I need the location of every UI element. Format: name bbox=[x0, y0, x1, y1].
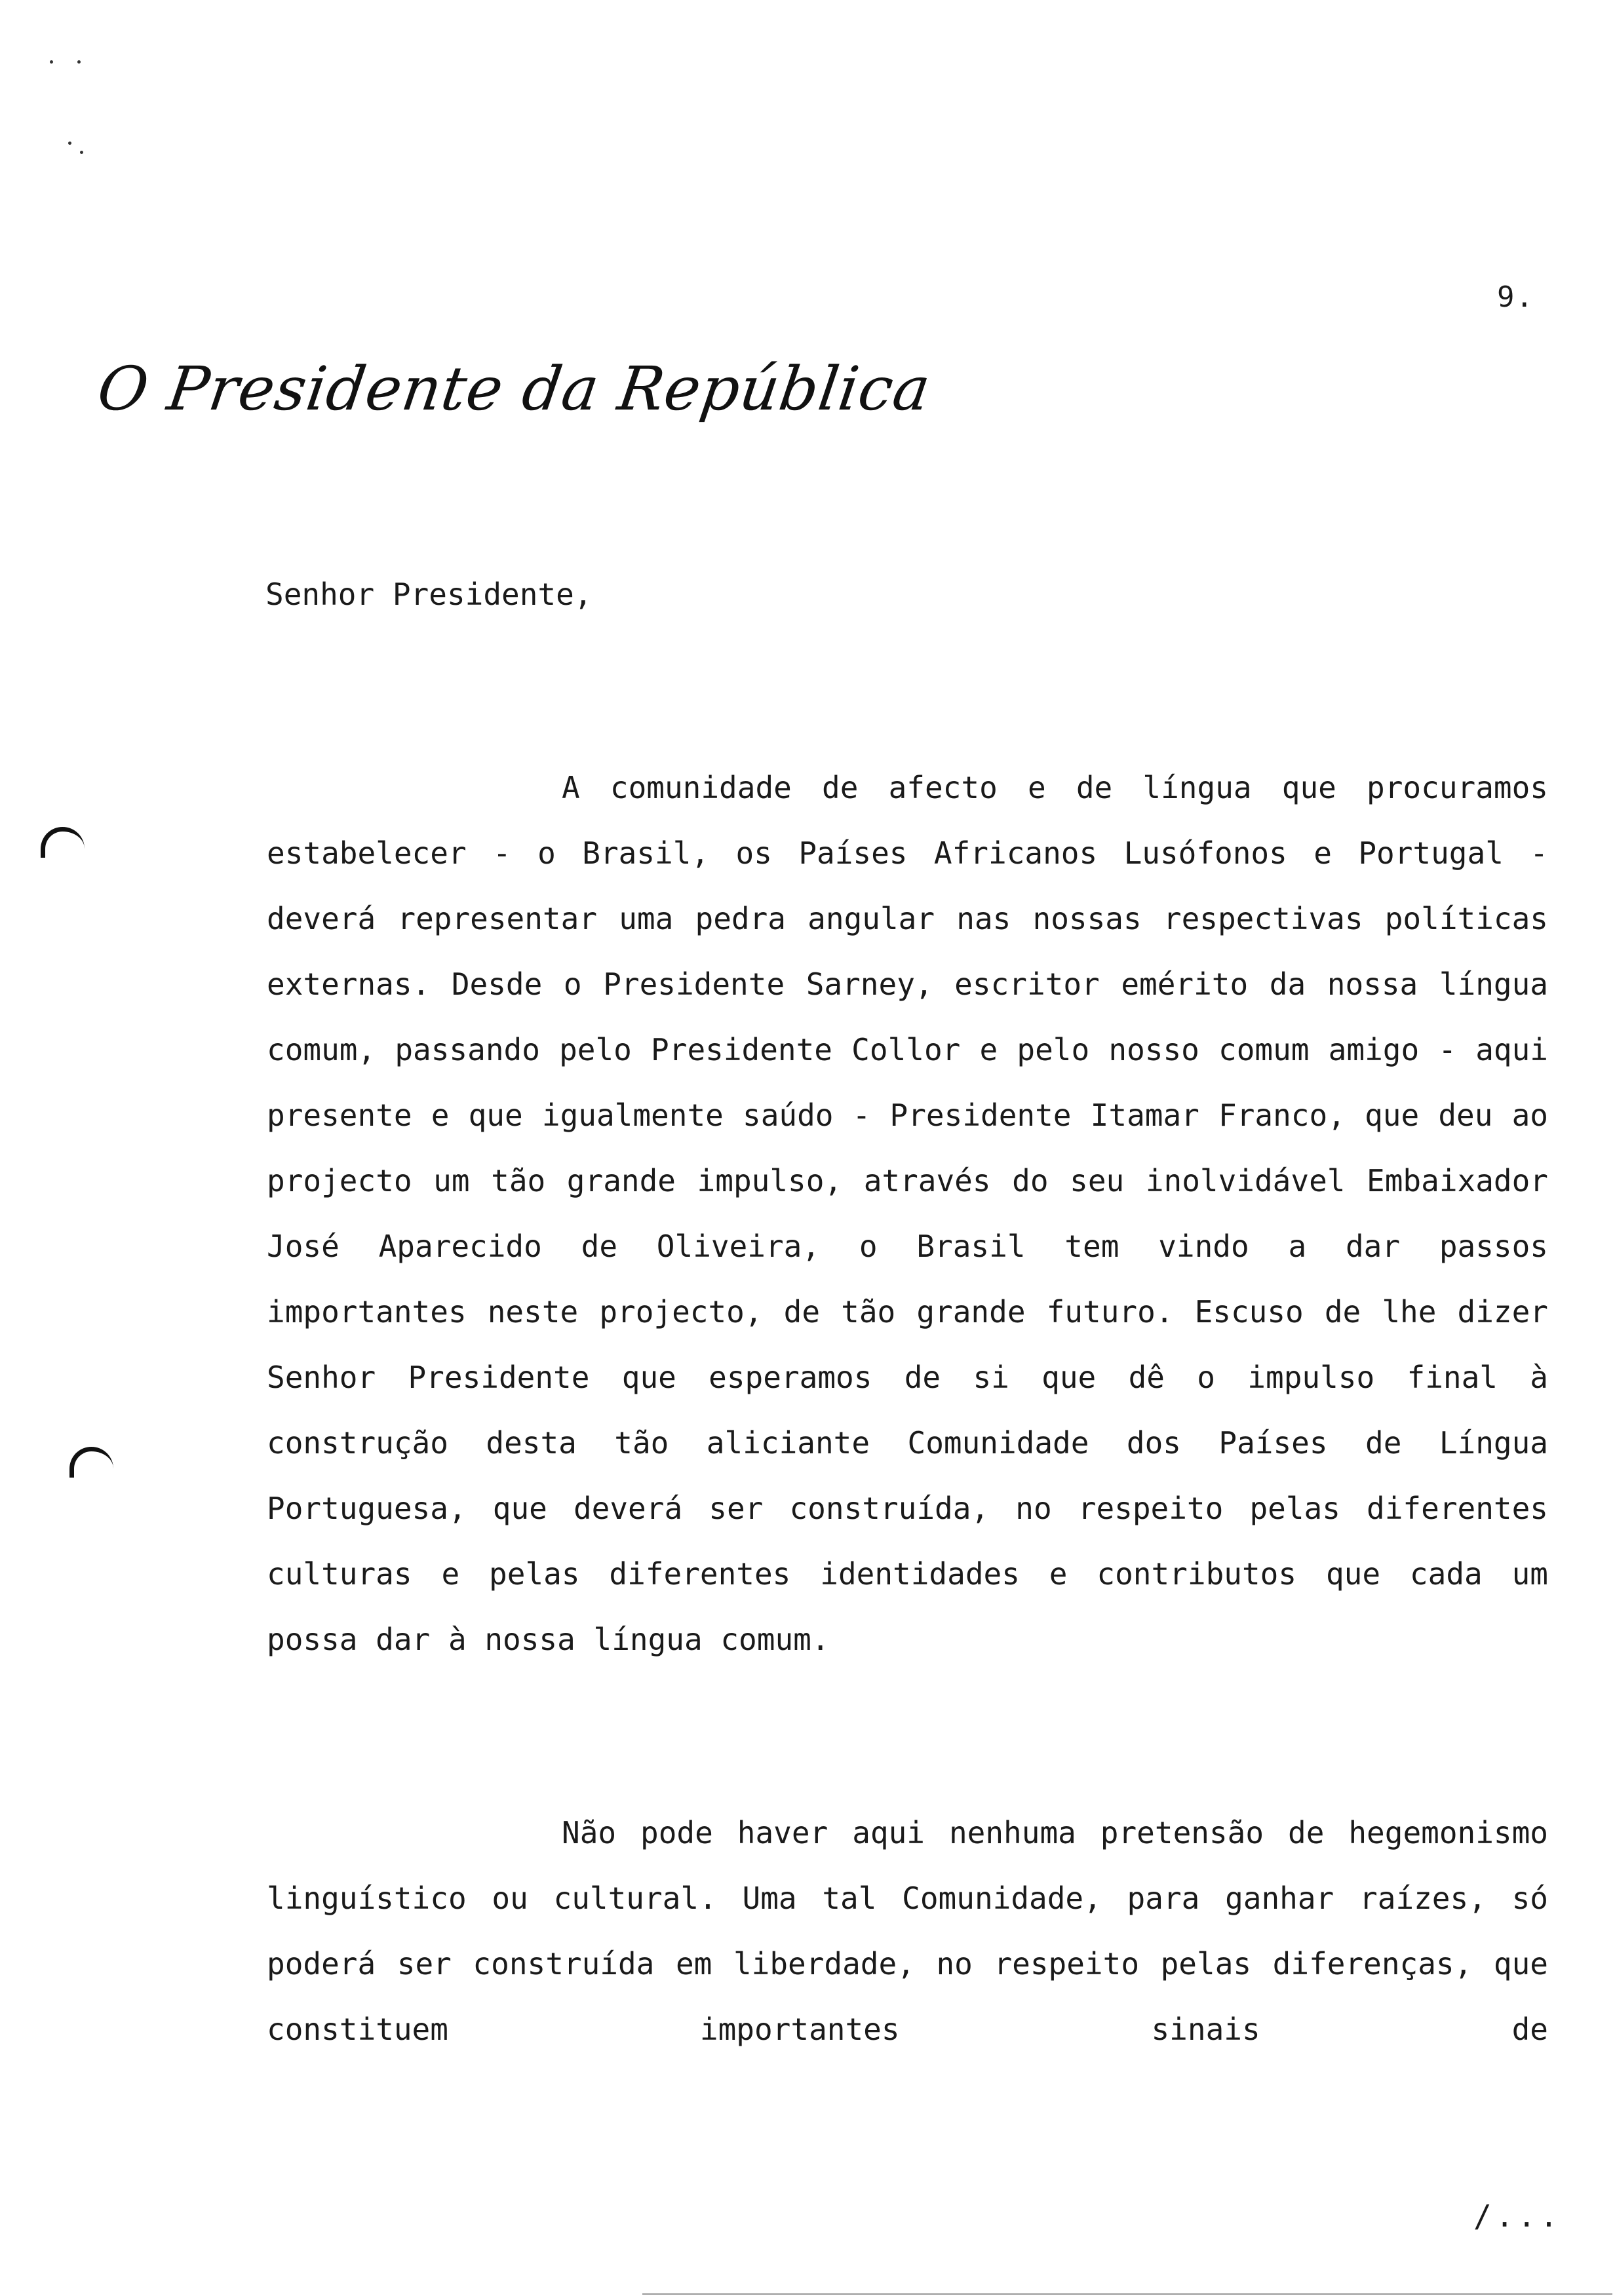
scan-speck bbox=[80, 151, 83, 154]
scan-speck bbox=[68, 142, 71, 145]
salutation: Senhor Presidente, bbox=[265, 577, 593, 612]
body-paragraph: Não pode haver aqui nenhuma pretensão de hegemonismo linguístico ou cultural. Uma tal Comunidade, para ganhar raízes, só poderá ser construída em liberdade, no respeito pelas diferenças, que constituem importantes sinais de bbox=[267, 1815, 1548, 2047]
page-bottom-edge bbox=[642, 2293, 1612, 2295]
scan-speck bbox=[50, 60, 53, 64]
page-number: 9. bbox=[1497, 280, 1534, 314]
punch-hole-mark-lower bbox=[69, 1447, 113, 1478]
punch-hole-mark-upper bbox=[41, 827, 85, 858]
body-paragraph: A comunidade de afecto e de língua que procuramos estabelecer - o Brasil, os Países Africanos Lusófonos e Portugal - deverá representar uma pedra angular nas nossas respectivas políticas externas. Desde o Presidente Sarney, escritor emérito da nossa língua comum, passando pelo Presidente Collor e pelo nosso comum amigo - aqui presente e que igualmente saúdo - Presidente Itamar Franco, que deu ao projecto um tão grande impulso, através do seu inolvidável Embaixador José Aparecido de Oliveira, o Brasil tem vindo a dar passos importantes neste projecto, de tão grande futuro. Escuso de lhe dizer Senhor Presidente que esperamos de si que dê o impulso final à construção desta tão aliciante Comunidade dos Países de Língua Portuguesa, que deverá ser construída, no respeito pelas diferentes culturas e pelas diferentes identidades e contributos que cada um possa dar à nossa língua comum. bbox=[267, 770, 1548, 1657]
letterhead-title: O Presidente da República bbox=[93, 354, 935, 424]
scan-speck bbox=[77, 60, 81, 64]
continuation-mark: /... bbox=[1473, 2198, 1562, 2234]
